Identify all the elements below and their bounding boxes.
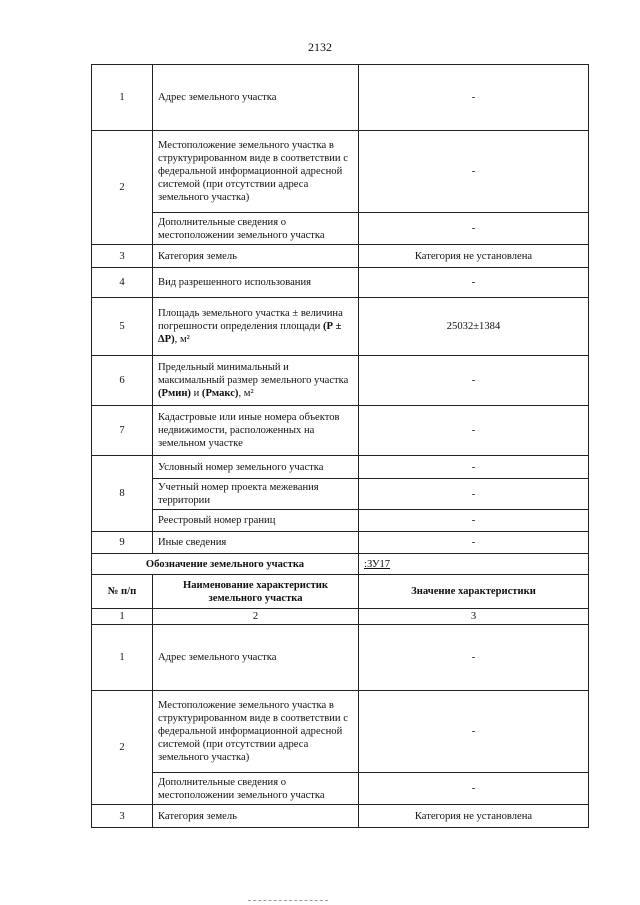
table-row xyxy=(92,356,589,406)
characteristic-value: - xyxy=(359,479,589,510)
characteristic-value: - xyxy=(359,625,589,691)
table-row xyxy=(92,298,589,356)
characteristic-value: - xyxy=(359,268,589,298)
size-min: (Рмин) xyxy=(158,388,191,399)
row-number: 5 xyxy=(92,298,153,356)
characteristic-value: - xyxy=(359,131,589,213)
size-and: и xyxy=(190,388,202,399)
table-row xyxy=(92,805,589,828)
designation-row xyxy=(92,554,589,575)
table-row xyxy=(92,479,589,510)
area-unit: , м² xyxy=(174,334,190,345)
table-row xyxy=(92,213,589,245)
column-numbering-row xyxy=(92,609,589,625)
header-row xyxy=(92,575,589,609)
characteristic-value: - xyxy=(359,510,589,532)
column-number: 2 xyxy=(153,609,359,625)
characteristic-value: - xyxy=(359,213,589,245)
area-label: Площадь земельного участка ± величина погрешности определения площади xyxy=(158,308,343,332)
column-header-value: Значение характеристики xyxy=(359,575,589,609)
table-row xyxy=(92,245,589,268)
page-bottom-divider xyxy=(248,900,328,901)
table-row xyxy=(92,456,589,479)
characteristic-name: Иные сведения xyxy=(153,532,359,554)
table-row xyxy=(92,625,589,691)
row-number: 3 xyxy=(92,245,153,268)
row-number: 2 xyxy=(92,691,153,805)
characteristic-name: Дополнительные сведения о местоположении земельного участка xyxy=(153,773,359,805)
row-number: 9 xyxy=(92,532,153,554)
characteristic-name: Кадастровые или иные номера объектов недвижимости, расположенных на земельном участке xyxy=(153,406,359,456)
row-number: 2 xyxy=(92,131,153,245)
table-row xyxy=(92,773,589,805)
characteristic-value: - xyxy=(359,65,589,131)
characteristic-value: Категория не установлена xyxy=(359,245,589,268)
row-number: 1 xyxy=(92,625,153,691)
land-plot-table xyxy=(91,64,589,828)
column-header-name: Наименование характеристик земельного участка xyxy=(153,575,359,609)
column-number: 3 xyxy=(359,609,589,625)
page-number: 2132 xyxy=(308,40,332,54)
characteristic-name: Условный номер земельного участка xyxy=(153,456,359,479)
characteristic-name: Местоположение земельного участка в структурированном виде в соответствии с федеральной информационной адресной системой (при отсутствии адреса земельного участка) xyxy=(153,131,359,213)
table-row xyxy=(92,406,589,456)
column-header-number: № п/п xyxy=(92,575,153,609)
characteristic-name: Категория земель xyxy=(153,805,359,828)
table-row xyxy=(92,691,589,773)
characteristic-value: - xyxy=(359,406,589,456)
characteristic-name: Реестровый номер границ xyxy=(153,510,359,532)
table-row xyxy=(92,65,589,131)
characteristic-name: Местоположение земельного участка в структурированном виде в соответствии с федеральной информационной адресной системой (при отсутствии адреса земельного участка) xyxy=(153,691,359,773)
characteristic-value: - xyxy=(359,691,589,773)
characteristic-name: Адрес земельного участка xyxy=(153,65,359,131)
characteristic-name: Адрес земельного участка xyxy=(153,625,359,691)
table-row xyxy=(92,532,589,554)
characteristic-name: Вид разрешенного использования xyxy=(153,268,359,298)
characteristic-value: - xyxy=(359,773,589,805)
size-unit: , м² xyxy=(238,388,254,399)
size-max: (Рмакс) xyxy=(201,388,239,399)
characteristic-name: Категория земель xyxy=(153,245,359,268)
row-number: 4 xyxy=(92,268,153,298)
characteristic-value: Категория не установлена xyxy=(359,805,589,828)
characteristic-value: - xyxy=(359,532,589,554)
row-number: 8 xyxy=(92,456,153,532)
row-number: 1 xyxy=(92,65,153,131)
row-number: 3 xyxy=(92,805,153,828)
area-formula: (Р ± ΔР) xyxy=(158,321,342,345)
row-number: 7 xyxy=(92,406,153,456)
designation-code: :ЗУ17 xyxy=(364,558,391,570)
characteristic-name xyxy=(153,298,359,356)
characteristic-value: 25032±1384 xyxy=(359,298,589,356)
designation-label: Обозначение земельного участка xyxy=(92,554,359,575)
row-number: 6 xyxy=(92,356,153,406)
table-row xyxy=(92,510,589,532)
characteristic-value: - xyxy=(359,456,589,479)
characteristic-name: Учетный номер проекта межевания территории xyxy=(153,479,359,510)
table-row xyxy=(92,268,589,298)
characteristic-name xyxy=(153,356,359,406)
characteristic-name: Дополнительные сведения о местоположении земельного участка xyxy=(153,213,359,245)
table-row xyxy=(92,131,589,213)
designation-value xyxy=(359,554,589,575)
characteristic-value: - xyxy=(359,356,589,406)
size-label: Предельный минимальный и максимальный размер земельного участка xyxy=(158,362,349,386)
column-number: 1 xyxy=(92,609,153,625)
